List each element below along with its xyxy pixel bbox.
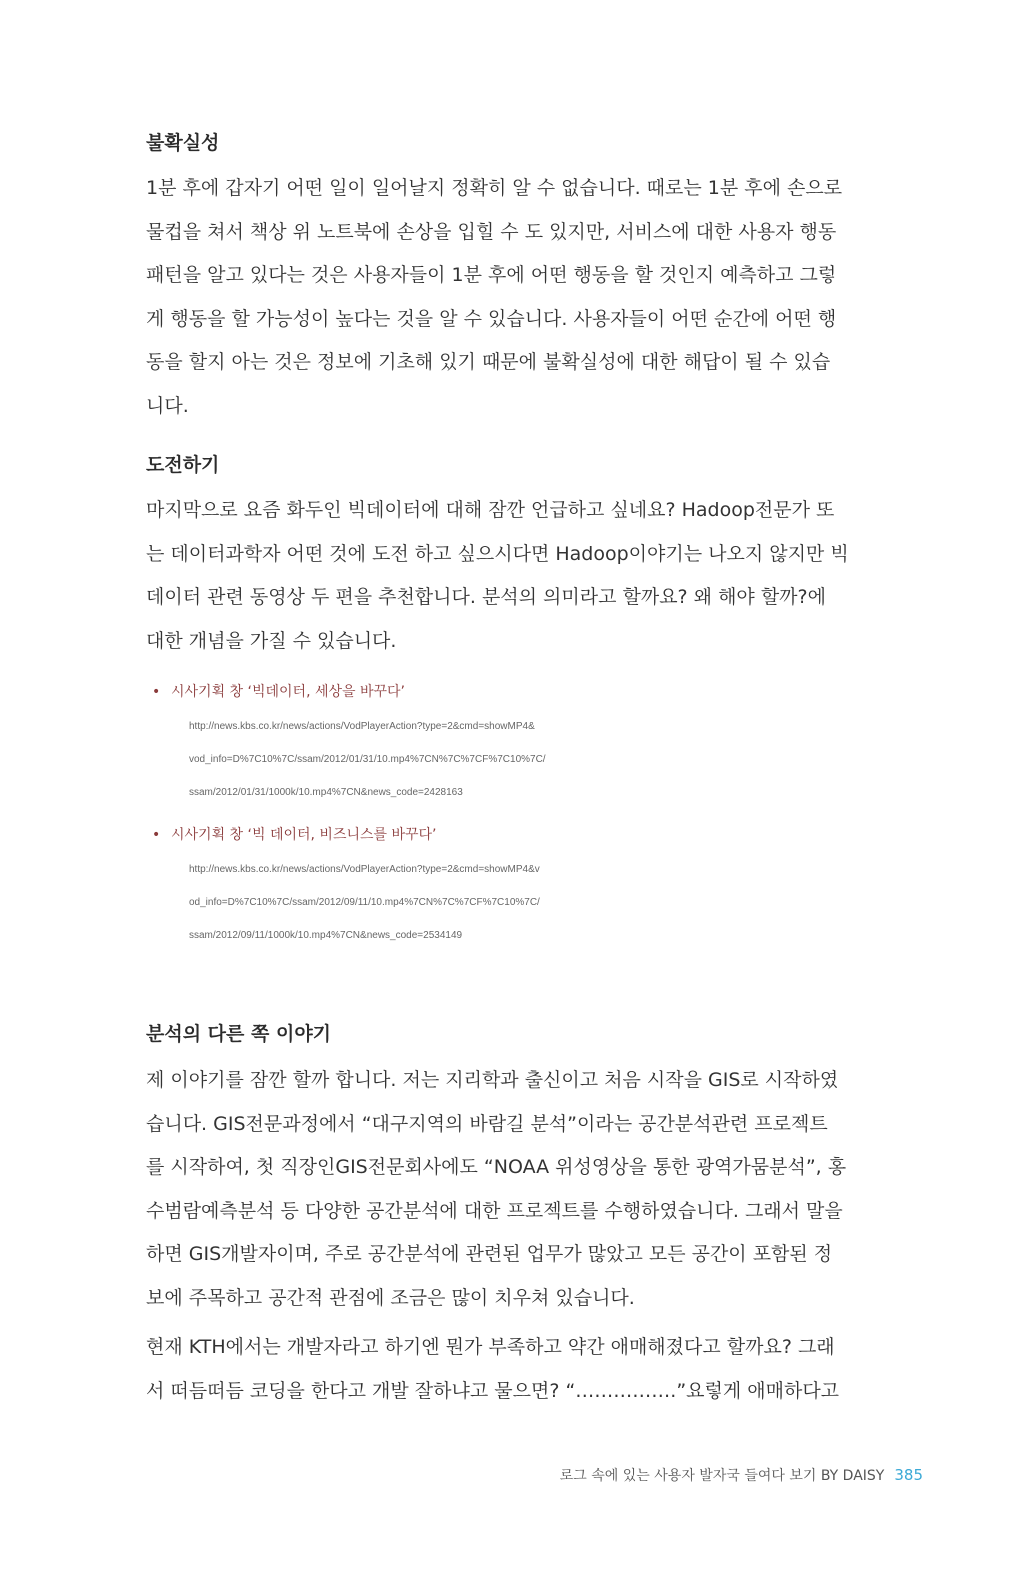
paragraph-line: 하면 GIS개발자이며, 주로 공간분석에 관련된 업무가 많았고 모든 공간이 포함된 정 [146, 1243, 833, 1265]
paragraph-current-role [146, 1326, 882, 1413]
bullet-icon: • [152, 684, 161, 700]
video-url-line[interactable]: ssam/2012/09/11/1000k/10.mp4%7CN&news_code=2534149 [189, 930, 463, 941]
paragraph-line: 물컵을 쳐서 책상 위 노트북에 손상을 입힐 수 도 있지만, 서비스에 대한 사용자 행동 [146, 220, 837, 243]
paragraph-uncertainty [146, 167, 882, 428]
section-heading-uncertainty: 불확실성 [146, 132, 220, 154]
paragraph-line: 수범람예측분석 등 다양한 공간분석에 대한 프로젝트를 수행하였습니다. 그래서 말을 [146, 1199, 843, 1222]
video-title-2 [152, 817, 871, 853]
paragraph-other-side [146, 1059, 882, 1320]
paragraph-line: 대한 개념을 가질 수 있습니다. [146, 629, 397, 652]
video-title-1 [152, 674, 871, 710]
page-footer [560, 1465, 923, 1485]
video-url-line[interactable]: vod_info=D%7C10%7C/ssam/2012/01/31/10.mp4%7CN%7C%7CF%7C10%7C/ [189, 754, 546, 765]
paragraph-line: 제 이야기를 잠깐 할까 합니다. 저는 지리학과 출신이고 처음 시작을 GIS로 시작하였 [146, 1069, 839, 1091]
paragraph-line: 니다. [146, 394, 189, 417]
video-recommendation-1 [152, 674, 871, 809]
video-title-text: 시사기획 창 ‘빅데이터, 세상을 바꾸다’ [171, 684, 406, 700]
paragraph-line: 를 시작하여, 첫 직장인GIS전문회사에도 “NOAA 위성영상을 통한 광역가뭄분석”, 홍 [146, 1156, 847, 1178]
paragraph-line: 게 행동을 할 가능성이 높다는 것을 알 수 있습니다. 사용자들이 어떤 순간에 어떤 행 [146, 307, 837, 330]
paragraph-line: 는 데이터과학자 어떤 것에 도전 하고 싶으시다면 Hadoop이야기는 나오지 않지만 빅 [146, 542, 849, 565]
bullet-icon: • [152, 827, 161, 843]
paragraph-line: 현재 KTH에서는 개발자라고 하기엔 뭔가 부족하고 약간 애매해졌다고 할까요? 그래 [146, 1336, 835, 1358]
paragraph-line: 마지막으로 요즘 화두인 빅데이터에 대해 잠깐 언급하고 싶네요? Hadoop전문가 또 [146, 499, 835, 521]
paragraph-line: 1분 후에 갑자기 어떤 일이 일어날지 정확히 알 수 없습니다. 때로는 1분 후에 손으로 [146, 177, 843, 199]
paragraph-line: 보에 주목하고 공간적 관점에 조금은 많이 치우쳐 있습니다. [146, 1286, 635, 1309]
paragraph-line: 습니다. GIS전문과정에서 “대구지역의 바람길 분석”이라는 공간분석관련 프로젝트 [146, 1112, 828, 1135]
paragraph-line: 동을 할지 아는 것은 정보에 기초해 있기 때문에 불확실성에 대한 해답이 될 수 있습 [146, 351, 831, 373]
video-recommendation-2 [152, 817, 871, 952]
video-url-line[interactable]: od_info=D%7C10%7C/ssam/2012/09/11/10.mp4%7CN%7C%7CF%7C10%7C/ [189, 897, 540, 908]
video-url-line[interactable]: http://news.kbs.co.kr/news/actions/VodPlayerAction?type=2&cmd=showMP4& [189, 721, 535, 732]
video-title-text: 시사기획 창 ‘빅 데이터, 비즈니스를 바꾸다’ [171, 827, 437, 843]
paragraph-line: 데이터 관련 동영상 두 편을 추천합니다. 분석의 의미라고 할까요? 왜 해야 할까?에 [146, 586, 826, 608]
paragraph-line: 서 떠듬떠듬 코딩을 한다고 개발 잘하냐고 물으면? “…………….”요렇게 애매하다고 [146, 1379, 840, 1402]
section-heading-other-side: 분석의 다른 쪽 이야기 [146, 1023, 332, 1045]
section-heading-challenge: 도전하기 [146, 454, 220, 476]
paragraph-line: 패턴을 알고 있다는 것은 사용자들이 1분 후에 어떤 행동을 할 것인지 예측하고 그렇 [146, 264, 837, 286]
page-number: 385 [894, 1466, 923, 1484]
footer-book-title: 로그 속에 있는 사용자 발자국 들여다 보기 BY DAISY [559, 1468, 885, 1484]
video-url-line[interactable]: http://news.kbs.co.kr/news/actions/VodPlayerAction?type=2&cmd=showMP4&v [189, 864, 540, 875]
video-url-line[interactable]: ssam/2012/01/31/1000k/10.mp4%7CN&news_code=2428163 [189, 787, 463, 798]
paragraph-challenge [146, 489, 882, 663]
